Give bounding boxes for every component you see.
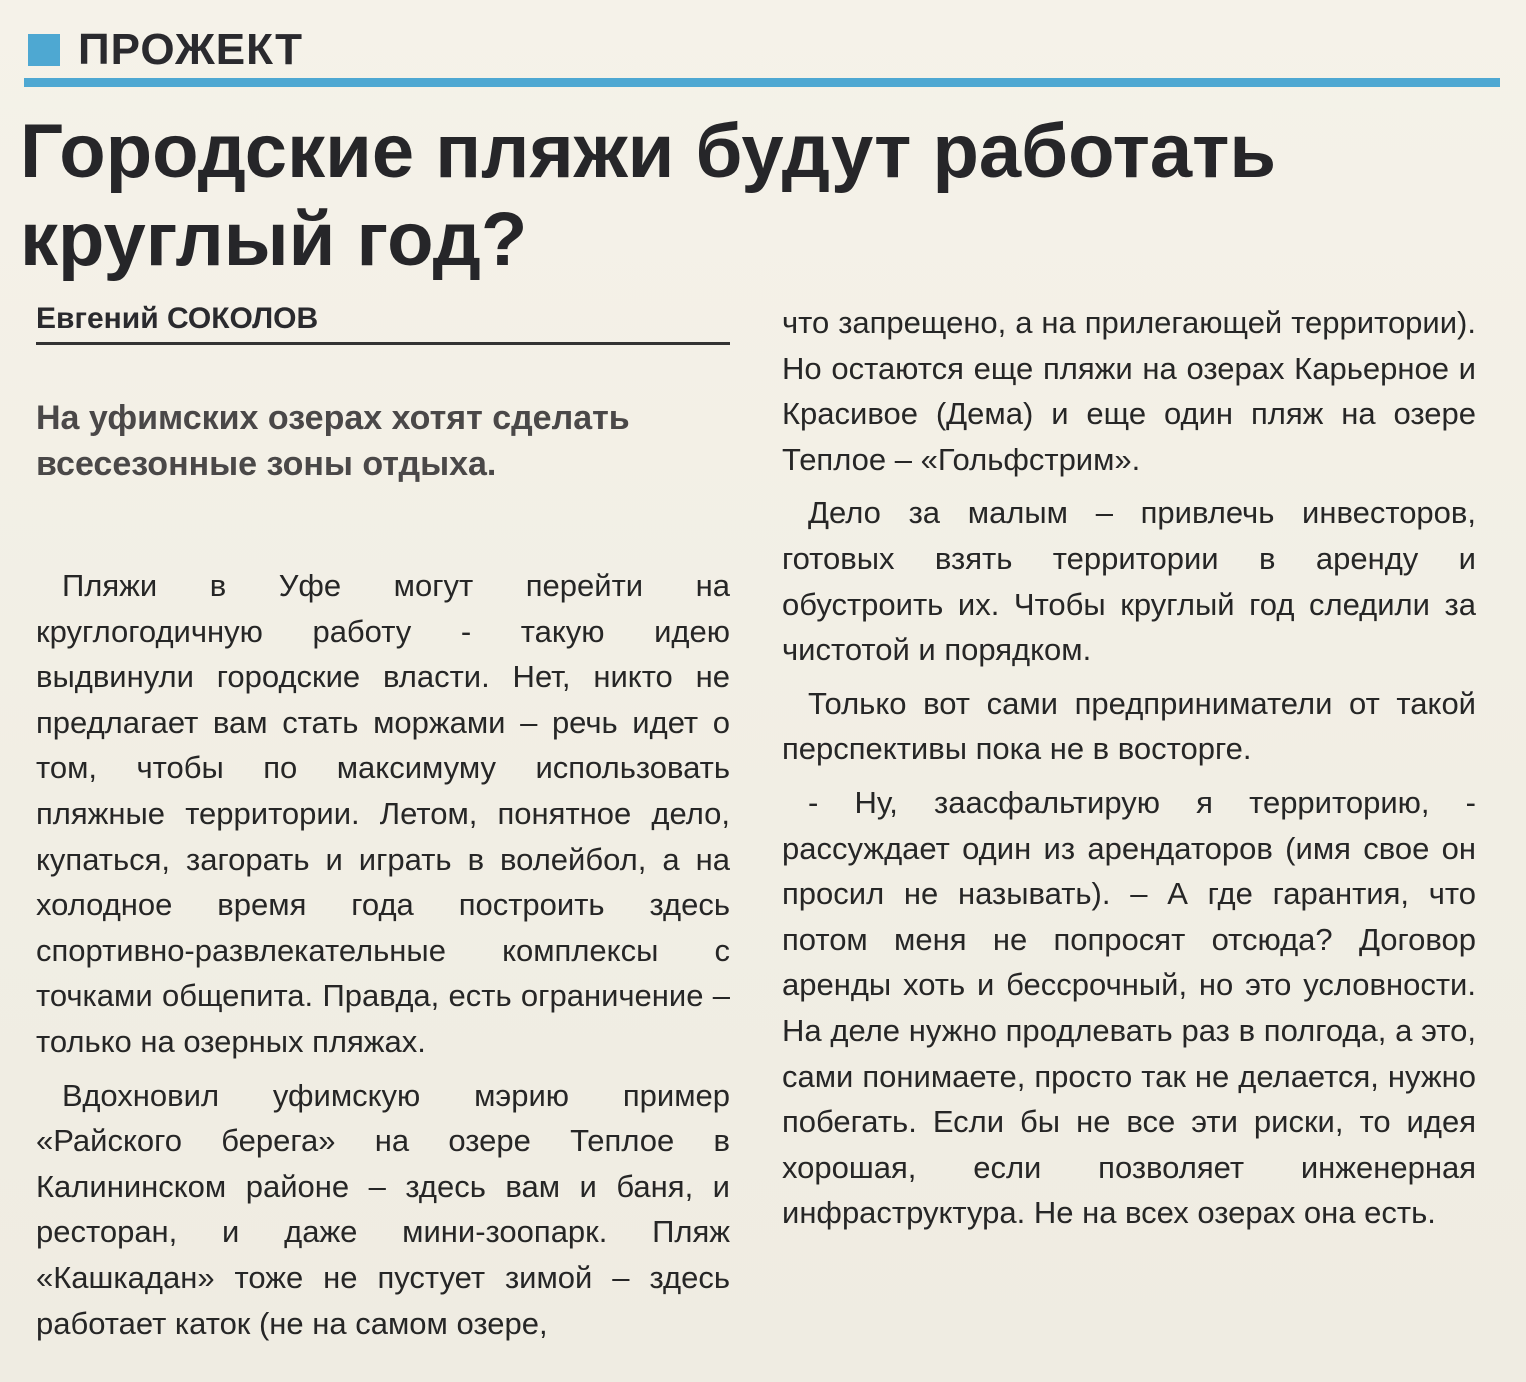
article-paragraph: Вдохновил уфимскую мэрию пример «Райского берега» на озере Теплое в Калининском районе – здесь вам и баня, и ресторан, и даже мини-зоопарк. Пляж «Кашкадан» тоже не пустует зимой – здесь работает каток (не на самом озере, — [36, 1077, 730, 1341]
article-paragraph: что запрещено, а на прилегающей территории). Но остаются еще пляжи на озерах Карьерное и Красивое (Дема) и еще один пляж на озере Теплое – «Гольфстрим». — [782, 305, 1476, 477]
article-paragraph: Только вот сами предприниматели от такой перспективы пока не в восторге. — [782, 685, 1476, 767]
rubric-header — [28, 25, 303, 74]
article-column-right — [782, 300, 1476, 1236]
article-paragraph: - Ну, заасфальтирую я территорию, - рассуждает один из арендаторов (имя свое он просил не называть). – А где гарантия, что потом меня не попросят отсюда? Договор аренды хоть и бессрочный, но это условности. На деле нужно продлевать раз в полгода, а это, сами понимаете, просто так не делается, нужно побегать. Если бы не все эти риски, то идея хорошая, если позволяет инженерная инфраструктура. Не на всех озерах она есть. — [782, 784, 1476, 1231]
rubric-divider — [24, 78, 1500, 87]
article-column-left — [36, 300, 730, 1346]
article-paragraph: Пляжи в Уфе могут перейти на круглогодичную работу - такую идею выдвинули городские власти. Нет, никто не предлагает вам стать моржами – речь идет о том, чтобы по максимуму использовать пляжные территории. Летом, понятное дело, купаться, загорать и играть в волейбол, а на холодное время года построить здесь спортивно-развлекательные комплексы с точками общепита. Правда, есть ограничение – только на озерных пляжах. — [36, 568, 730, 1059]
article-byline: Евгений СОКОЛОВ — [36, 300, 730, 345]
rubric-square-icon — [28, 34, 60, 66]
article-headline: Городские пляжи будут работать круглый год? — [20, 109, 1277, 282]
article-paragraph: Дело за малым – привлечь инвесторов, готовых взять территории в аренду и обустроить их. Чтобы круглый год следили за чистотой и порядком. — [782, 495, 1476, 668]
rubric-label: ПРОЖЕКТ — [78, 25, 303, 74]
article-lead: На уфимских озерах хотят сделать всесезонные зоны отдыха. — [36, 399, 630, 483]
